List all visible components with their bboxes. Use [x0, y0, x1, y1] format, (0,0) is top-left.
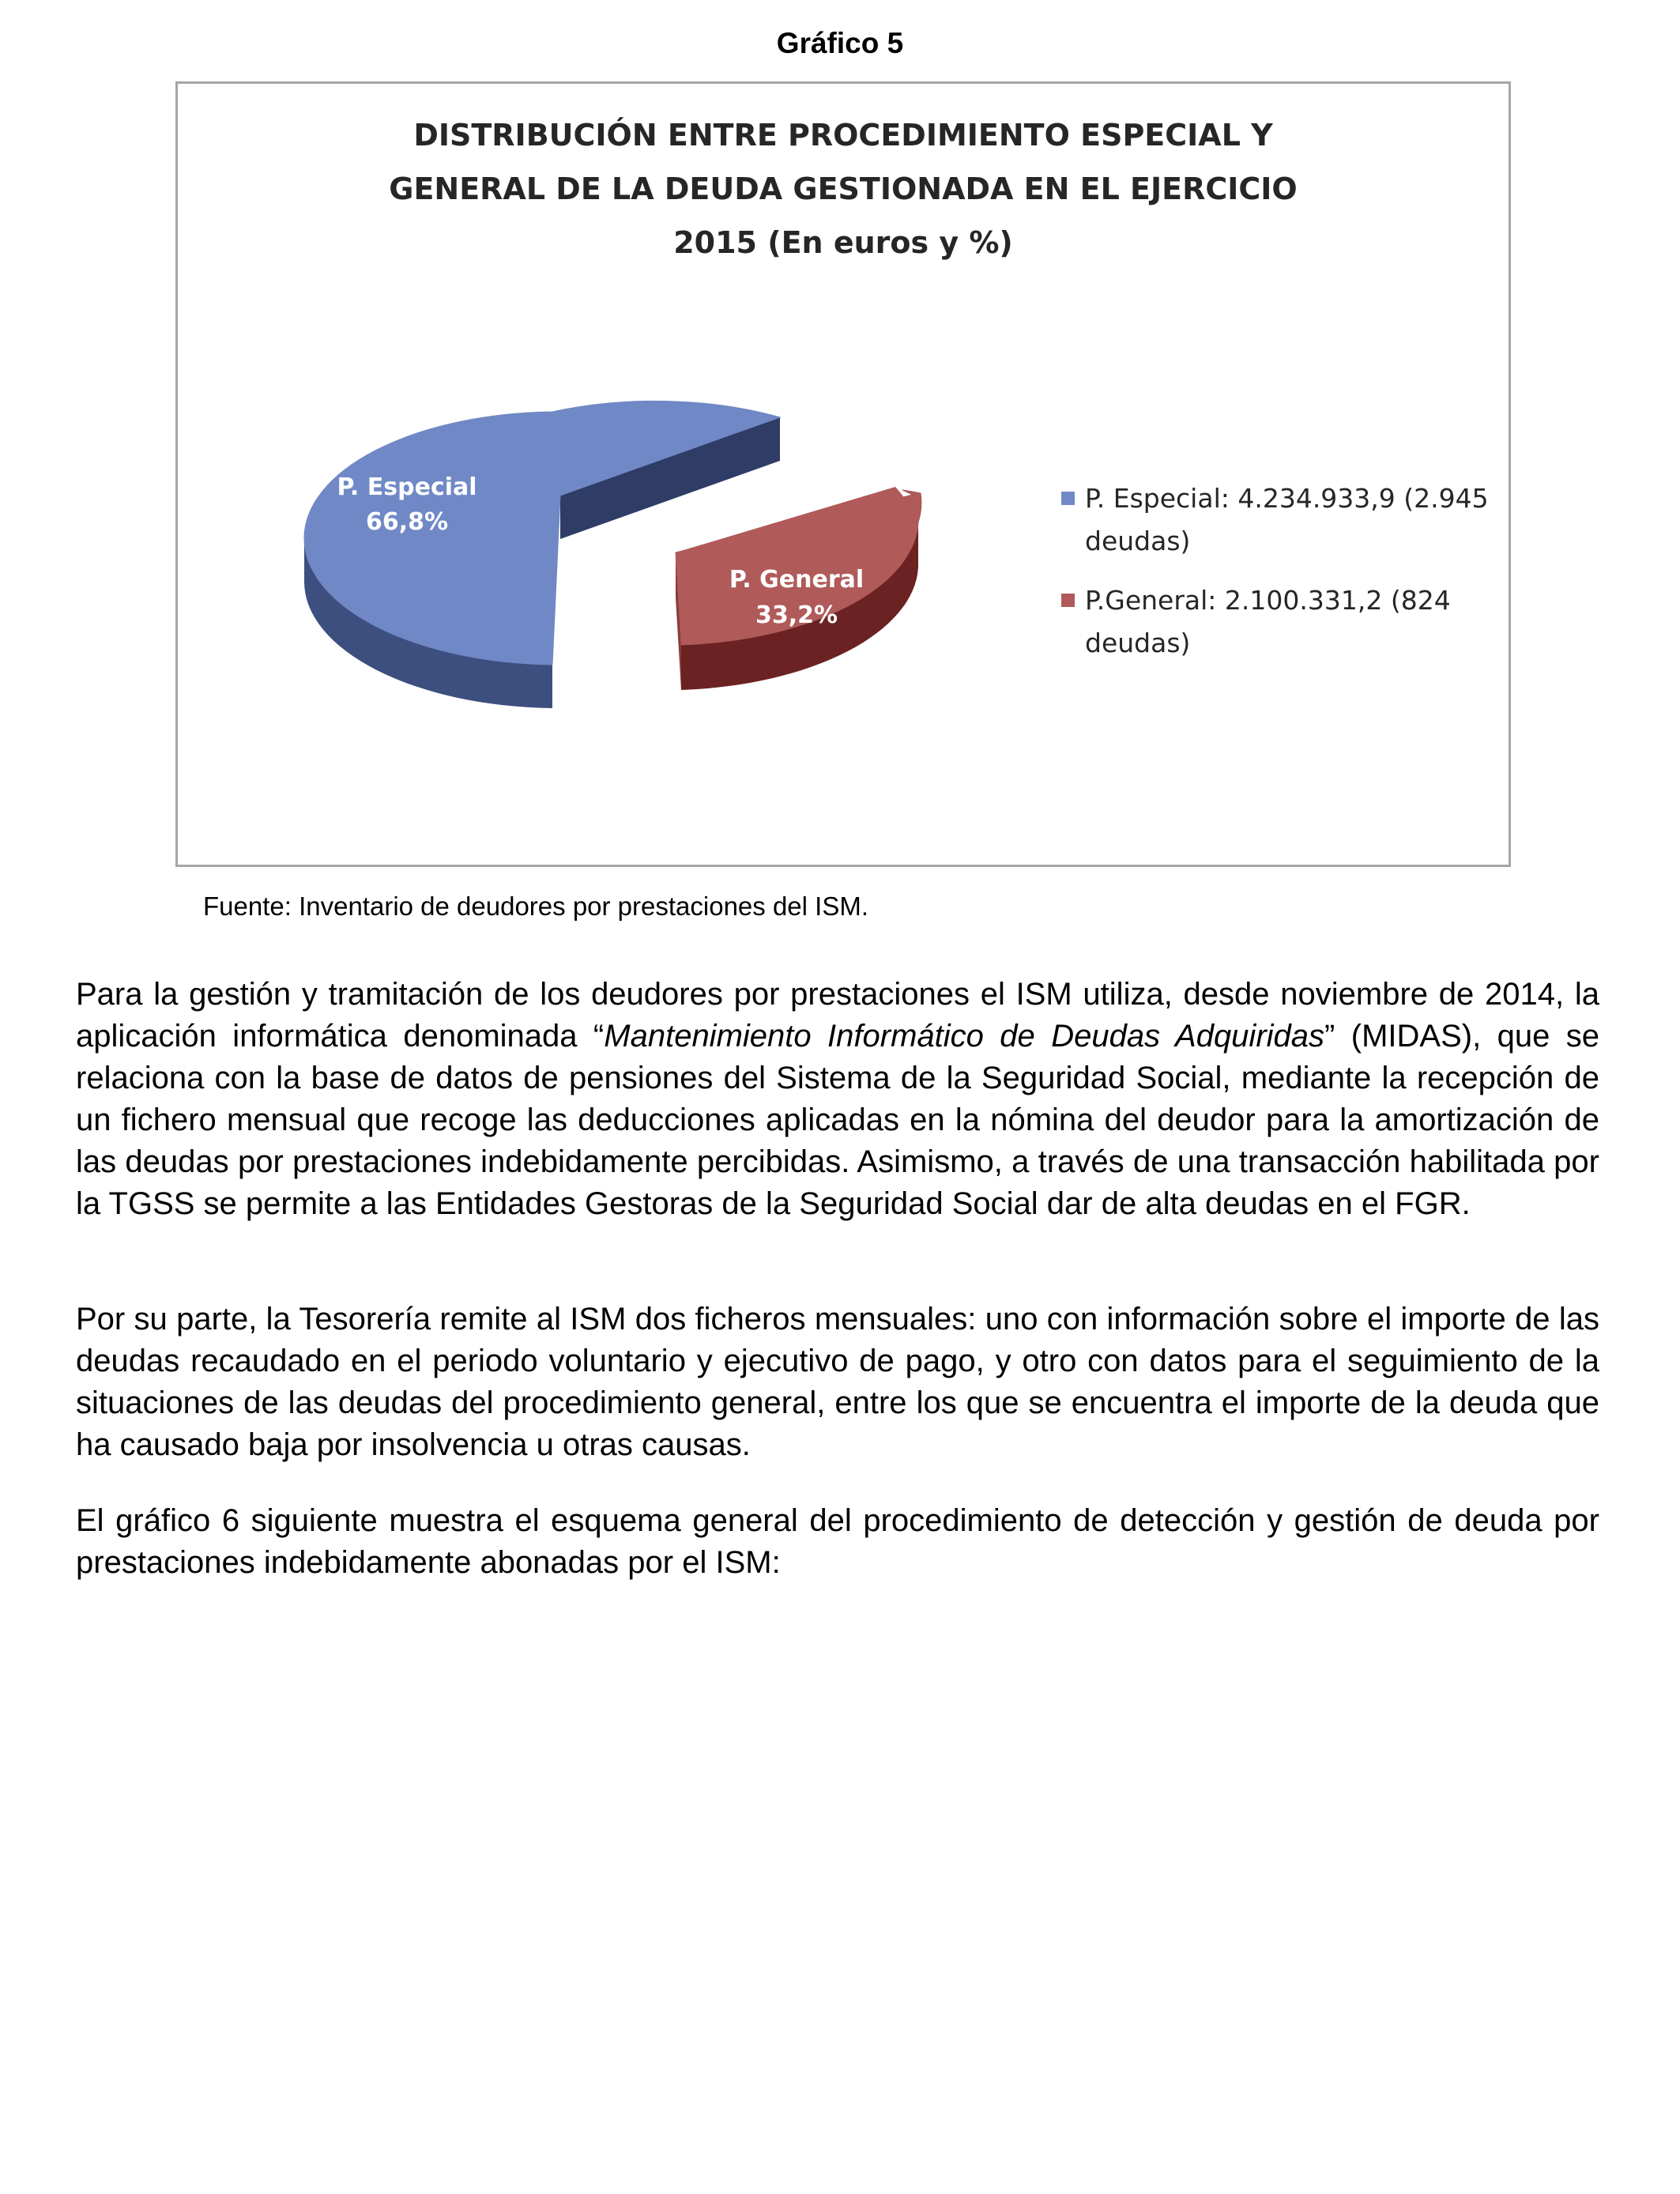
slice-label-especial: P. Especial — [337, 473, 477, 501]
source-note: Fuente: Inventario de deudores por prestaciones del ISM. — [203, 892, 868, 921]
slice-percent-especial: 66,8% — [365, 508, 449, 536]
chart-title-line-3: 2015 (En euros y %) — [673, 225, 1013, 260]
chart-frame — [175, 81, 1511, 867]
legend-especial-line-2: deudas) — [1085, 526, 1191, 556]
legend-general-line-2: deudas) — [1085, 628, 1191, 658]
paragraph-midas-start: Para la gestión y tramitación de los deudores por prestaciones el ISM utiliza, desde noviembre de 2014, la aplicación informática denominada “ — [76, 977, 1599, 1054]
legend-swatch-general — [1061, 594, 1075, 607]
legend — [1061, 483, 1489, 658]
slice-percent-general: 33,2% — [755, 601, 838, 629]
legend-general-line-1: P.General: 2.100.331,2 (824 — [1085, 585, 1451, 616]
paragraph-tesoreria: Por su parte, la Tesorería remite al ISM dos ficheros mensuales: uno con información sobre el importe de las deudas recaudado en el periodo voluntario y ejecutivo de pago, y otro con datos para el seguimiento de la situaciones de las deudas del procedimiento general, entre los que se encuentra el importe de la deuda que ha causado baja por insolvencia u otras causas. — [76, 1302, 1599, 1462]
figure-label: Gráfico 5 — [776, 27, 904, 59]
legend-especial-line-1: P. Especial: 4.234.933,9 (2.945 — [1085, 483, 1489, 514]
chart-title — [389, 118, 1297, 260]
slice-label-general: P. General — [729, 566, 864, 594]
legend-swatch-especial — [1061, 492, 1075, 505]
midas-name: Mantenimiento Informático de Deudas Adquiridas — [604, 1019, 1325, 1054]
paragraph-midas — [76, 974, 1599, 1225]
chart-title-line-2: GENERAL DE LA DEUDA GESTIONADA EN EL EJERCICIO — [389, 172, 1298, 206]
chart-title-line-1: DISTRIBUCIÓN ENTRE PROCEDIMIENTO ESPECIAL Y — [413, 118, 1273, 153]
paragraph-grafico-6: El gráfico 6 siguiente muestra el esquema general del procedimiento de detección y gestión de deuda por prestaciones indebidamente abonadas por el ISM: — [76, 1503, 1599, 1580]
paragraph-midas-end: ” (MIDAS), que se relaciona con la base de datos de pensiones del Sistema de la Seguridad Social, mediante la recepción de un fichero mensual que recoge las deducciones aplicadas en la nómina del deudor para la amortización de las deudas por prestaciones indebidamente percibidas. Asimismo, a través de una transacción habilitada por la TGSS se permite a las Entidades Gestoras de la Seguridad Social dar de alta deudas en el FGR. — [76, 1019, 1600, 1221]
pie-chart — [178, 84, 1509, 865]
